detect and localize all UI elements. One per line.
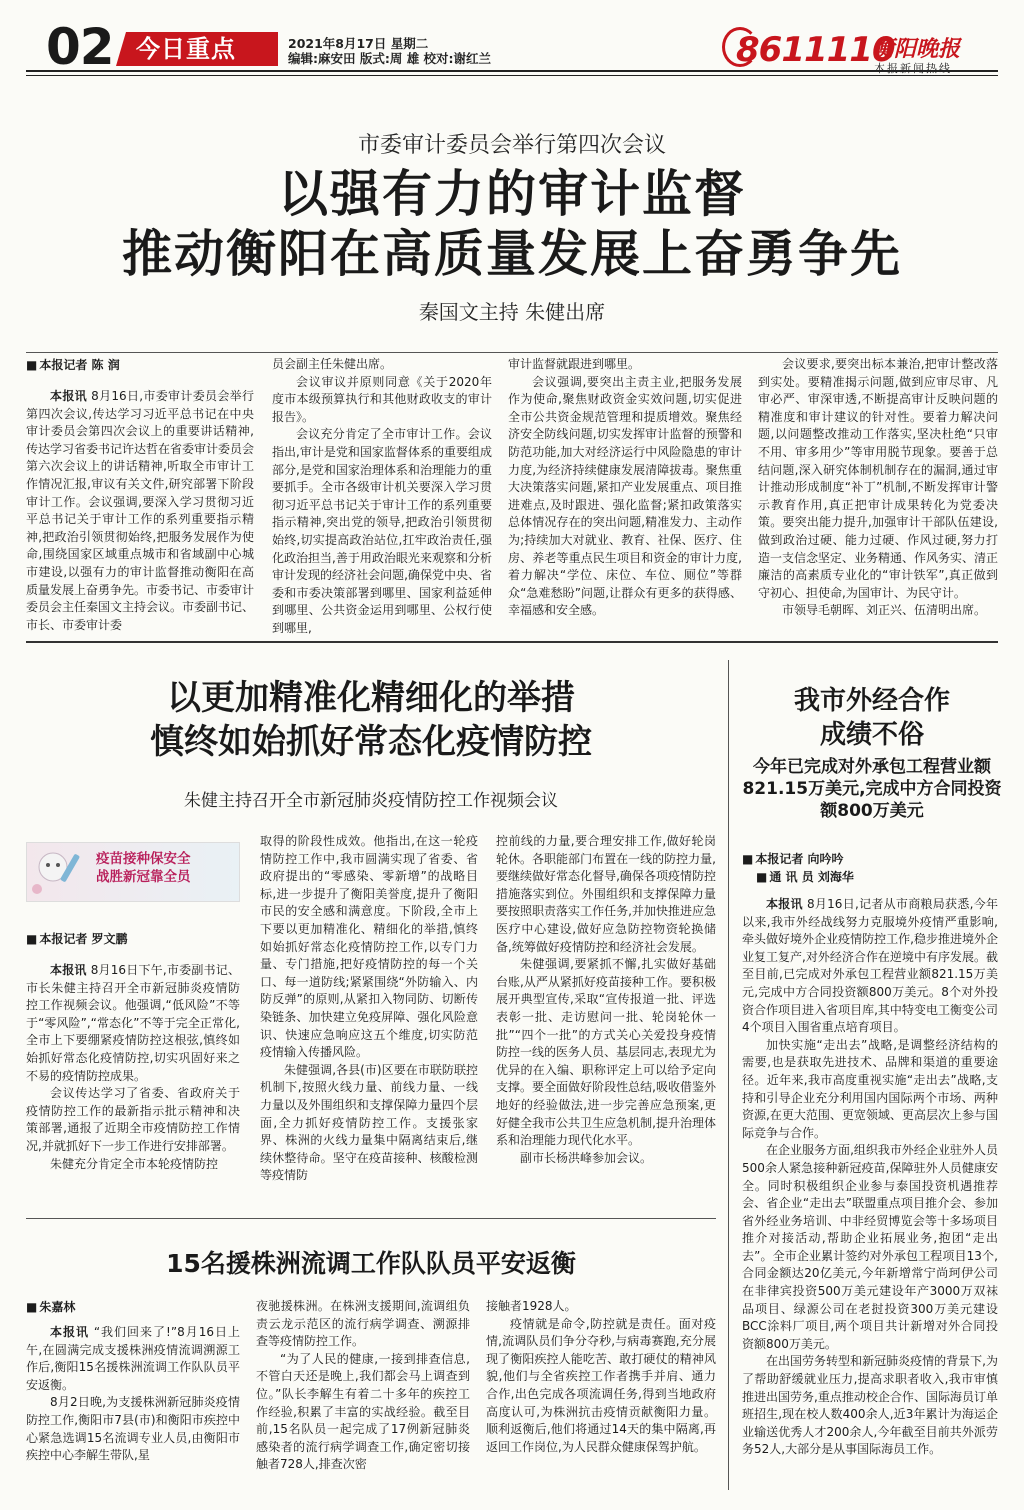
column-divider [728,660,729,1490]
article4-col3 [486,1298,716,1456]
section-label: 今日重点 [126,32,278,66]
article1-title-line1: 以强有力的审计监督 [278,165,746,223]
article1-col4 [758,356,998,620]
article1-col3 [508,356,742,620]
article4-byline: ■ 朱嘉林 [26,1298,240,1316]
date-line: 2021年8月17日 星期二 [288,36,429,51]
dateline: 本报讯 [766,897,803,911]
article4-text: “我们回来了!”8月16日上午,在圆满完成支援株洲疫情流调溯源工作后,衡阳15名援株洲流调工作队队员平安返衡。 [26,1325,240,1392]
article4-title: 15名援株洲流调工作队队员平安返衡 [166,1249,576,1278]
article3-byline: ■ 本报记者 向吟吟 [742,850,998,868]
article1-kicker: 市委审计委员会举行第四次会议 [357,133,666,158]
article2-text: 朱健强调,各县(市)区要在市联防联控机制下,按照火线力量、前线力量、一线力量以及外围组织和支撑保障力量四个层面,全力抓好疫情防控工作。支援张家界、株洲的火线力量集中隔离结束后,继续休整待命。坚守在疫苗接种、核酸检测等疫情防 [260,1062,478,1183]
article4-text: 夜驰援株洲。在株洲支援期间,流调组负责云龙示范区的流行病学调查、溯源排查等疫情防控工作。 [256,1299,470,1349]
divider [26,352,998,353]
article4-col2 [256,1298,470,1474]
article1-col2 [272,356,492,638]
article1-title-line2: 推动衡阳在高质量发展上奋勇争先 [122,225,902,283]
article2-text: 副市长杨洪峰参加会议。 [520,1150,653,1165]
banner-line2: 战胜新冠靠全员 [96,869,191,885]
article3-byline2: ■ 通 讯 员 刘海华 [742,868,998,886]
article4-text: 疫情就是命令,防控就是责任。面对疫情,流调队员们争分夺秒,与病毒赛跑,充分展现了衡阳疾控人能吃苦、敢打硬仗的精神风貌,他们与全省疾控工作者携手并肩、通力合作,出色完成各项流调任务,得到当地政府高度认可,为株洲抗击疫情贡献衡阳力量。顺利返衡后,他们将通过14天的集中隔离,再返回工作岗位,为人民群众健康保驾护航。 [486,1316,716,1454]
article4-text: 接触者1928人。 [486,1299,577,1313]
article2-text: 8月16日下午,市委副书记、市长朱健主持召开全市新冠肺炎疫情防控工作视频会议。他强调,“低风险”不等于“零风险”,“常态化”不等于完全正常化,全市上下要绷紧疫情防控这根弦,慎终如始抓好常态化疫情防控,切实巩固好来之不易的疫情防控成果。 [26,963,240,1083]
article2-text: 朱健充分肯定全市本轮疫情防控 [50,1156,219,1171]
article2-subtitle: 朱健主持召开全市新冠肺炎疫情防控工作视频会议 [184,791,558,811]
article2-col2 [260,833,478,1185]
article4-text: “为了人民的健康,一接到排查信息,不管白天还是晚上,我们都会马上调查到位。”队长李解生有着二十多年的疾控工作经验,积累了丰富的实战经验。截至目前,15名队员一起完成了17例新冠肺炎感染者的流行病学调查工作,确定密切接触者728人,排查次密 [256,1351,470,1472]
article3-text: 加快实施“走出去”战略,是调整经济结构的需要,也是获取先进技术、品牌和渠道的重要途径。近年来,我市高度重视实施“走出去”战略,支持和引导企业充分利用国内国际两个市场、两种资源,在更大范围、更宽领域、更高层次上参与国际竞争与合作。 [742,1037,998,1140]
hotline-label: 本报新闻热线 [874,62,952,75]
dateline: 本报讯 [50,389,87,403]
article1-text: 会议强调,要突出主责主业,把服务发展作为使命,聚焦财政资金实效问题,切实促进全市公共资金规范管理和提质增效。聚焦经济安全防线问题,切实发挥审计监督的预警和防范功能,加大对经济运行中风险隐患的审计力度,为经济持续健康发展清障拔毒。聚焦重大决策落实问题,紧扣产业发展重点、项目推进难点,及时跟进、强化监督;紧扣政策落实总体情况存在的突出问题,精准发力、主动作为;持续加大对就业、教育、社保、医疗、住房、养老等重点民生项目和资金的审计力度,着力解决“学位、床位、车位、厕位”等群众“急难愁盼”问题,让群众有更多的获得感、幸福感和安全感。 [508,374,742,618]
article1-byline: ■ 本报记者 陈 润 [26,356,254,374]
article2-text: 控前线的力量,要合理安排工作,做好轮岗轮休。各职能部门布置在一线的防控力量,要继续做好常态化督导,确保各项疫情防控措施落实到位。外围组织和支撑保障力量要按照职责落实工作任务,并加快推进应急医疗中心建设,做好应急防控物资轮换储备,统筹做好疫情防控和经济社会发展。 [496,834,716,954]
header-meta [288,36,491,66]
divider [26,641,998,643]
article2-col1 [26,930,240,1173]
article4-text: 8月2日晚,为支援株洲新冠肺炎疫情防控工作,衡阳市7县(市)和衡阳市疾控中心紧急选调15名流调专业人员,由衡阳市疾控中心李解生带队,星 [26,1395,240,1463]
article3-text: 在企业服务方面,组织我市外经企业驻外人员500余人紧急接种新冠疫苗,保障驻外人员健康安全。同时积极组织企业参与泰国投资机遇推荐会、省企业“走出去”联盟重点项目推介会、参加省外经业务培训、中非经贸博览会等十多场项目推介对接活动,帮助企业拓展业务,抱团“走出去”。全市企业累计签约对外承包工程项目13个,合同金额达20亿美元,今年新增常宁尚珂伊公司在非律宾投资500万美元建设年产3000万双袜品项目、绿源公司在老挝投资300万美元建设BCC涂料厂项目,两个项目共计新增对外合同投资额800万美元。 [742,1143,998,1351]
article1-title [0,164,1024,284]
mascot-icon [27,843,97,901]
article1-text: 8月16日,市委审计委员会举行第四次会议,传达学习习近平总书记在中央审计委员会第四次会议上的重要讲话精神,传达学习省委书记许达哲在省委审计委员会第六次会议上的讲话精神,听取全市审计工作情况汇报,审议有关文件,研究部署下阶段审计工作。会议强调,要深入学习贯彻习近平总书记关于审计工作的系列重要指示精神,把政治引领贯彻始终,把服务发展作为使命,围绕国家区域重点城市和省域副中心城市建设,以强有力的审计监督推动衡阳在高质量发展上奋勇争先。市委书记、市委审计委员会主任秦国文主持会议。市委副书记、市长、市委审计委 [26,389,255,632]
article1-text: 会议充分肯定了全市审计工作。会议指出,审计是党和国家监督体系的重要组成部分,是党和国家治理体系和治理能力的重要抓手。全市各级审计机关要深入学习贯彻习近平总书记关于审计工作的系列重要指示精神,突出党的领导,把政治引领贯彻始终,切实提高政治站位,扛牢政治责任,强化政治担当,善于用政治眼光来观察和分析审计发现的经济社会问题,确保党中央、省委和市委决策部署到哪里、国家利益延伸到哪里、公共资金运用到哪里、公权行使到哪里, [272,427,492,635]
header-rule [26,70,998,72]
article2-col3 [496,833,716,1167]
article2-title-line1: 以更加精准化精细化的举措 [167,678,575,718]
article3-text: 在出国劳务转型和新冠肺炎疫情的背景下,为了帮助舒缓就业压力,提高求职者收入,我市审慎推进出国劳务,重点推动校企合作、国际海员订单班招生,现在校人数400余人,近3年累计为海运企业输送优秀人才200余人,今年截至目前共外派劳务52人,大部分是从事国际海员工作。 [742,1354,998,1457]
article2-text: 朱健强调,要紧抓不懈,扎实做好基础台账,从严从紧抓好疫苗接种工作。要积极展开典型宣传,采取“宣传报道一批、评选表彰一批、走访慰问一批、轮岗轮休一批”“四个一批”的方式关心关爱投身疫情防控一线的医务人员、基层同志,表现尤为优异的在入编、职称评定上可以给予定向支撑。要全面做好阶段性总结,吸收借鉴外地好的经验做法,进一步完善应急预案,更好健全我市公共卫生应急机制,提升治理体系和治理能力现代化水平。 [496,957,716,1148]
article3-title-line1: 我市外经合作 [793,686,950,716]
article2-title-line2: 慎终如始抓好常态化疫情防控 [150,722,592,762]
article1-text: 会议要求,要突出标本兼治,把审计整改落到实处。要精准揭示问题,做到应审尽审、凡审必严、审深审透,不断提高审计反映问题的精准度和审计建议的针对性。要着力解决问题,以问题整改推动工作落实,坚决杜绝“只审不用、审多用少”等审用脱节现象。要善于总结问题,深入研究体制机制存在的漏洞,通过审计推动形成制度“补丁”机制,不断发挥审计警示教育作用,真正把审计成果转化为党委决策。要突出能力提升,加强审计干部队伍建设,做到政治过硬、能力过硬、作风过硬,努力打造一支信念坚定、业务精通、作风务实、清正廉洁的高素质专业化的“审计铁军”,真正做到守初心、担使命,为国审计、为民守计。 [758,357,999,600]
article1-subtitle: 秦国文主持 朱健出席 [418,300,606,324]
article3-text: 8月16日,记者从市商粮局获悉,今年以来,我市外经战线努力克服境外疫情严重影响,牵头做好境外企业疫情防控工作,稳步推进境外企业复工复产,对外经济合作在逆境中有序发展。截至目前,已完成对外承包工程营业额821.15万美元,完成中方合同投资额800万美元。8个对外投资合作项目进入省项目库,其中特变电工衡变公司4个项目入围省重点培育项目。 [742,897,998,1035]
dateline: 本报讯 [50,963,87,977]
article3-body [742,850,998,1459]
article3-lead: 今年已完成对外承包工程营业额821.15万美元,完成中方合同投资额800万美元 [742,757,1002,821]
article1-text: 审计监督就跟进到哪里。 [508,357,641,371]
article3-title [742,684,1002,752]
article1-text: 员会副主任朱健出席。 [272,357,393,371]
article2-byline: ■ 本报记者 罗文鹏 [26,930,240,948]
banner-text [96,850,191,886]
article1-text: 市领导毛朝晖、刘正兴、伍清明出席。 [782,603,987,618]
banner-line1: 疫苗接种保安全 [96,851,191,867]
masthead-logo: 衡阳晚报 [872,36,961,62]
header-rule-thin [26,75,998,76]
article3-title-line2: 成绩不俗 [819,720,924,750]
article2-title [56,676,686,764]
article1-text: 会议审议并原则同意《关于2020年度市本级预算执行和其他财政收支的审计报告》。 [272,374,492,424]
editors-line: 编辑:麻安田 版式:周 雄 校对:谢红兰 [288,51,492,66]
page-number: 02 [46,18,114,76]
article2-text: 取得的阶段性成效。他指出,在这一轮疫情防控工作中,我市圆满实现了省委、省政府提出的“零感染、零新增”的战略目标,进一步提升了衡阳美誉度,提升了衡阳市民的安全感和满意度。下阶段,全市上下要以更加精准化、精细化的举措,慎终如始抓好常态化疫情防控工作,以专门力量、专门措施,把好疫情防控的每一个关口、每一道防线;紧紧围绕“外防输入、内防反弹”的原则,从紧扣入物同防、切断传染链条、加快建立免疫屏障、强化风险意识、快速应急响应这五个维度,切实防范疫情输入传播风险。 [260,834,478,1060]
article1-col1 [26,356,254,634]
hotline-number: 8611110 [736,30,895,70]
article2-text: 会议传达学习了省委、省政府关于疫情防控工作的最新指示批示精神和决策部署,通报了近期全市疫情防控工作情况,并就抓好下一步工作进行安排部署。 [26,1086,240,1153]
article4-col1 [26,1298,240,1465]
divider [26,1218,716,1219]
dateline: 本报讯 [50,1325,90,1339]
